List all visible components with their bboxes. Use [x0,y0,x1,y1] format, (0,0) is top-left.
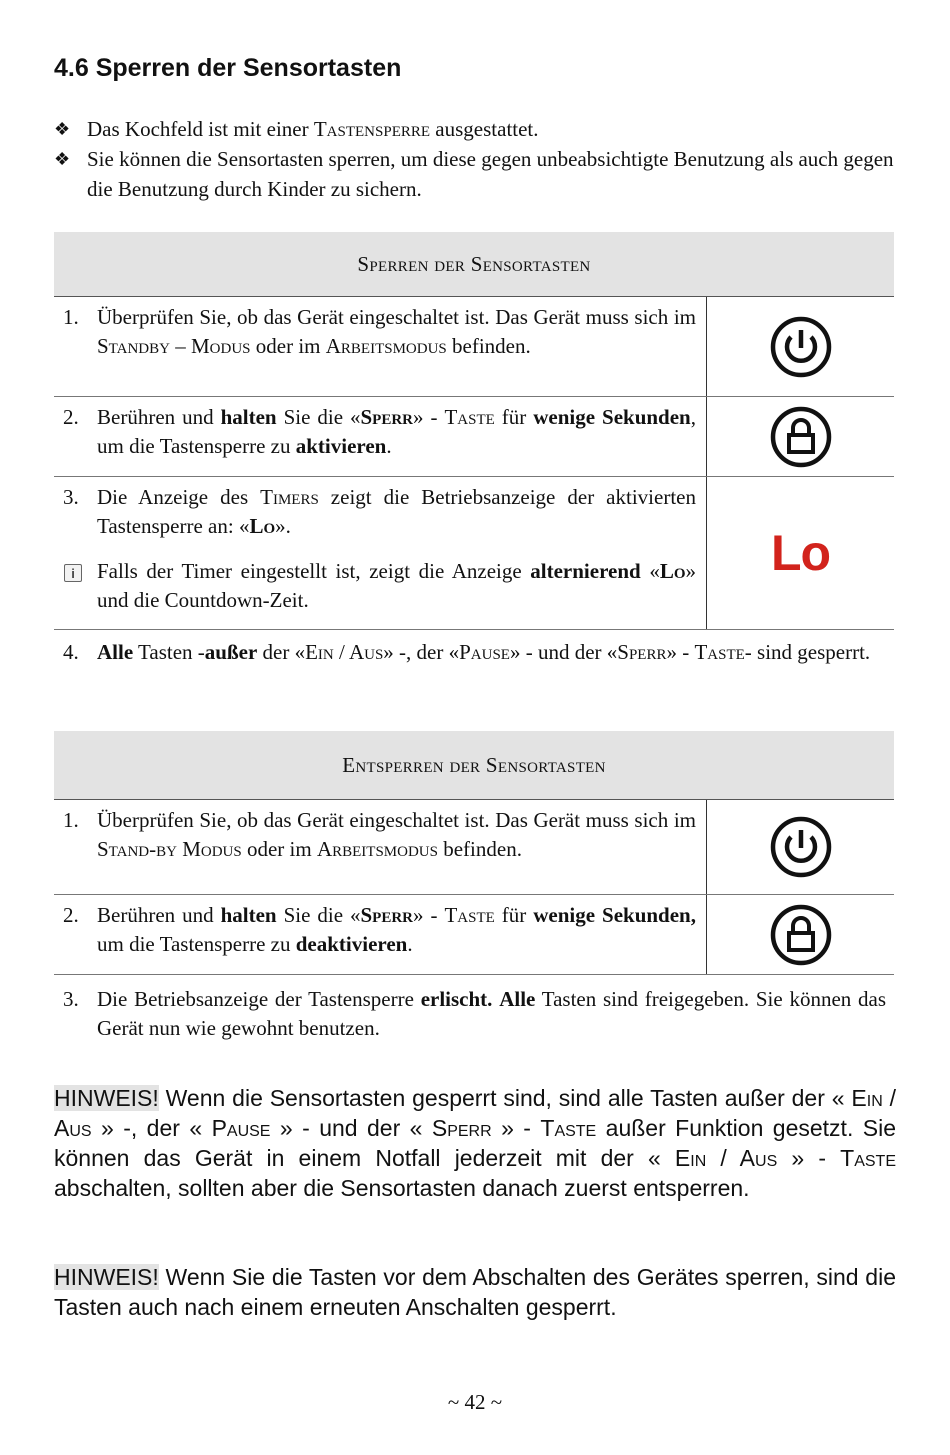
lock-step-3: 3. Die Anzeige des Timers zeigt die Betriebsanzeige der aktivierten Tastensperre an: «Lo». i Falls der Timer eingestellt ist, zeigt die Anzeige alternierend «Lo» und die Countdown-Zeit. Lo [54,477,894,630]
lock-icon [706,397,894,476]
page-number: ~ 42 ~ [447,1390,503,1414]
note-tag: HINWEIS! [54,1264,159,1290]
note-1: HINWEIS! Wenn die Sensortasten gesperrt sind, sind alle Tasten außer der « Ein / Aus » -, der « Pause » - und der « Sperr » - Taste außer Funktion gesetzt. Sie können das Gerät in einem Notfall jederzeit mit der « Ein / Aus » - Taste abschalten, sollten aber die Sensortasten danach zuerst entsperren. [54,1085,897,1201]
unlock-table-title: Entsperren der Sensortasten [54,731,894,800]
diamond-bullet-icon: ❖ [54,119,71,139]
lock-table-title: Sperren der Sensortasten [54,232,894,297]
info-icon: i [64,564,82,582]
section-heading: 4.6 Sperren der Sensortasten [54,54,402,82]
unlock-step-2: 2. Berühren und halten Sie die «Sperr» - Taste für wenige Sekunden, um die Tastensperre zu deaktivieren. [54,895,894,975]
bullet-item [54,144,896,204]
lock-info-note: i Falls der Timer eingestellt ist, zeigt die Anzeige alternierend «Lo» und die Countdown-Zeit. [54,557,696,615]
note-tag: HINWEIS! [54,1085,159,1111]
power-icon [706,297,894,396]
diamond-bullet-icon: ❖ [54,149,71,169]
unlock-table [54,731,894,1047]
lock-step-1: 1. Überprüfen Sie, ob das Gerät eingeschaltet ist. Das Gerät muss sich im Standby – Modus oder im Arbeitsmodus befinden. [54,297,894,397]
unlock-step-1: 1. Überprüfen Sie, ob das Gerät eingeschaltet ist. Das Gerät muss sich im Stand-by Modus oder im Arbeitsmodus befinden. [54,800,894,895]
note-2: HINWEIS! Wenn Sie die Tasten vor dem Abschalten des Gerätes sperren, sind die Tasten auch nach einem erneuten Anschalten gesperrt. [54,1264,896,1320]
lo-display: Lo [706,477,894,629]
intro-bullets [54,114,896,204]
lock-step-4: 4. Alle Tasten -außer der «Ein / Aus» -, der «Pause» - und der «Sperr» - Taste- sind gesperrt. [63,640,871,664]
bullet-text: Sie können die Sensortasten sperren, um diese gegen unbeabsichtigte Benutzung als auch gegen die Benutzung durch Kinder zu sichern. [87,147,894,201]
bullet-item [54,114,896,144]
power-icon [706,800,894,894]
lock-icon [706,895,894,974]
lock-table [54,232,894,671]
bullet-text: Das Kochfeld ist mit einer Tastensperre ausgestattet. [87,117,539,141]
unlock-step-3: 3. Die Betriebsanzeige der Tastensperre erlischt. Alle Tasten sind freigegeben. Sie können das Gerät nun wie gewohnt benutzen. [63,987,887,1040]
lock-step-2: 2. Berühren und halten Sie die «Sperr» - Taste für wenige Sekunden, um die Tastensperre zu aktivieren. [54,397,894,477]
